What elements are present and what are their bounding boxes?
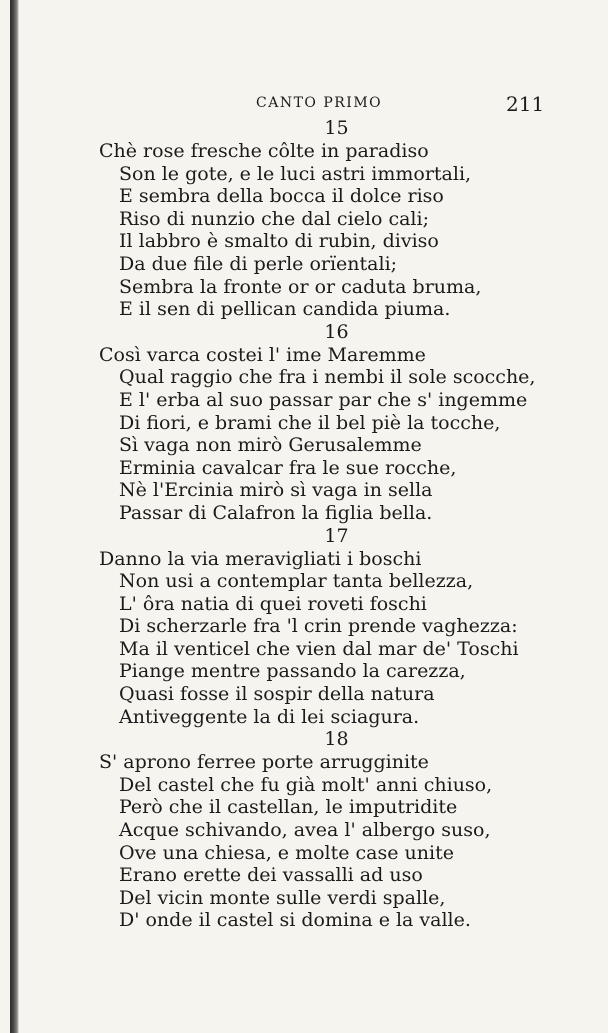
- verse-line: Antiveggente la di lei sciagura.: [119, 705, 420, 728]
- verse-line: S' aprono ferree porte arrugginite: [99, 751, 429, 774]
- stanza-number: 15: [324, 117, 349, 139]
- verse-line: Riso di nunzio che dal cielo cali;: [119, 207, 429, 230]
- verse-line: Però che il castellan, le imputridite: [119, 796, 458, 819]
- verse-line: Il labbro è smalto di rubin, diviso: [119, 230, 439, 253]
- poem-text: [99, 117, 559, 932]
- verse-line: Sì vaga non mirò Gerusalemme: [119, 434, 422, 457]
- stanza-number: 18: [324, 728, 349, 751]
- verse-line: Qual raggio che fra i nembi il sole scocche,: [119, 366, 536, 389]
- verse-line: Danno la via meravigliati i boschi: [99, 547, 422, 570]
- verse-line: Chè rose fresche côlte in paradiso: [99, 140, 429, 162]
- verse-line: Quasi fosse il sospir della natura: [119, 683, 435, 706]
- stanza: [99, 525, 559, 729]
- page-number: 211: [506, 92, 545, 116]
- verse-line: Del castel che fu già molt' anni chiuso,: [119, 773, 493, 796]
- stanza-number: 16: [324, 320, 349, 343]
- verse-line: D' onde il castel si domina e la valle.: [119, 909, 471, 932]
- verse-line: Son le gote, e le luci astri immortali,: [119, 162, 472, 185]
- verse-line: Acque schivando, avea l' albergo suso,: [119, 819, 491, 842]
- verse-line: Piange mentre passando la carezza,: [119, 660, 466, 683]
- stanza: [99, 728, 559, 932]
- verse-line: Erano erette dei vassalli ad uso: [119, 864, 423, 887]
- page-binding-edge: [10, 0, 19, 1033]
- verse-line: Da due file di perle orïentali;: [119, 252, 398, 275]
- stanza: [99, 321, 559, 525]
- verse-line: Erminia cavalcar fra le sue rocche,: [119, 456, 457, 479]
- page-header: [0, 92, 608, 118]
- verse-line: L' ôra natia di quei roveti foschi: [119, 592, 427, 615]
- verse-line: Non usi a contemplar tanta bellezza,: [119, 570, 474, 593]
- running-title: CANTO PRIMO: [256, 95, 383, 111]
- verse-line: Passar di Calafron la figlia bella.: [119, 501, 433, 524]
- verse-line: Così varca costei l' ime Maremme: [99, 343, 426, 366]
- verse-line: Ove una chiesa, e molte case unite: [119, 841, 454, 864]
- verse-line: Di fiori, e brami che il bel piè la tocche,: [119, 411, 501, 434]
- verse-line: E il sen di pellican candida piuma.: [119, 298, 451, 321]
- verse-line: E l' erba al suo passar par che s' ingemme: [119, 388, 528, 411]
- stanza: [99, 117, 559, 321]
- verse-line: Di scherzarle fra 'l crin prende vaghezza:: [119, 615, 518, 638]
- verse-line: Del vicin monte sulle verdi spalle,: [119, 886, 446, 909]
- verse-line: Sembra la fronte or or caduta bruma,: [119, 275, 482, 298]
- stanza-number: 17: [324, 524, 349, 547]
- verse-line: Nè l'Ercinia mirò sì vaga in sella: [119, 479, 433, 502]
- verse-line: Ma il venticel che vien dal mar de' Toschi: [119, 637, 519, 660]
- verse-line: E sembra della bocca il dolce riso: [119, 185, 444, 208]
